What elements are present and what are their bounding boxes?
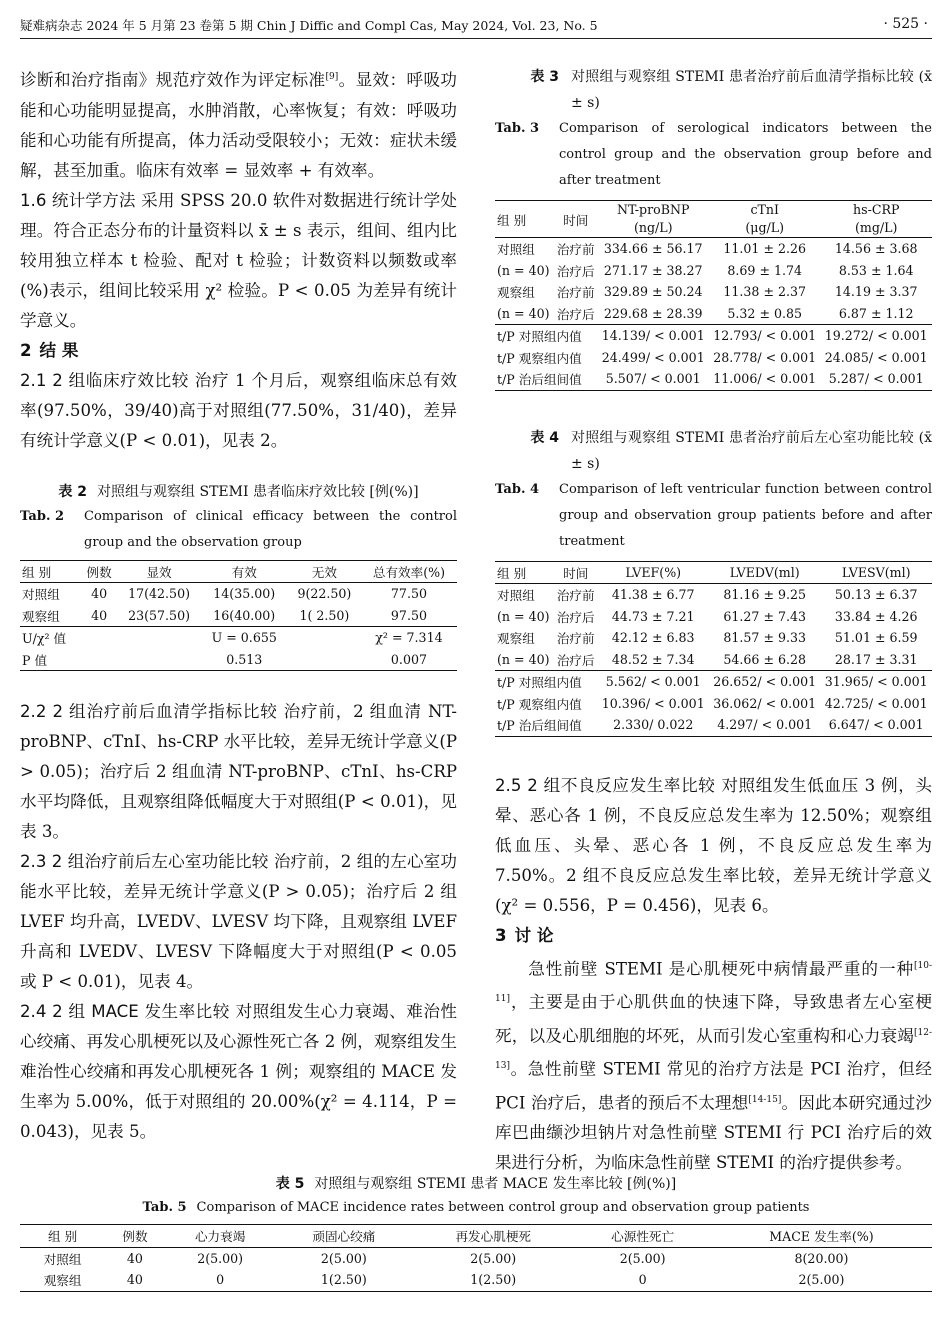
citation-ref: [10-11] xyxy=(495,960,932,1005)
table-5-caption-cn: 表 5 对照组与观察组 STEMI 患者 MACE 发生率比较 [例(%)] xyxy=(275,1176,677,1192)
table-2 xyxy=(20,480,457,672)
table-row: (n = 40) 治疗后 44.73 ± 7.21 61.27 ± 7.43 33.84 ± 4.26 xyxy=(497,608,918,625)
table-row: (n = 40) 治疗后 48.52 ± 7.34 54.66 ± 6.28 28.17 ± 3.31 xyxy=(497,651,918,668)
table-row: 观察组 治疗前 329.89 ± 50.24 11.38 ± 2.37 14.19 ± 3.37 xyxy=(497,284,918,301)
table-3-caption-en: Tab. 3 Comparison of serological indicators between the control group and the observation group before and after treatment xyxy=(495,121,932,188)
citation-ref: [12-13] xyxy=(495,1027,932,1072)
table-row: 观察组 治疗前 42.12 ± 6.83 81.57 ± 9.33 51.01 ± 6.59 xyxy=(497,630,918,647)
citation-ref: [14-15] xyxy=(748,1094,782,1105)
right-column xyxy=(495,64,932,1178)
col-header: 心力衰竭 xyxy=(165,1225,276,1248)
section-heading: 2.4 2 组 MACE 发生率比较 xyxy=(20,1002,230,1022)
running-header xyxy=(20,12,932,39)
table-4-caption-cn: 表 4 对照组与观察组 STEMI 患者治疗前后左心室功能比较 (x̄ ± s) xyxy=(530,429,932,472)
table-5 xyxy=(20,1172,932,1292)
col-header: 总有效率(%) xyxy=(361,560,457,583)
table-row: t/P 观察组内值 10.396/ < 0.001 36.062/ < 0.001 42.725/ < 0.001 xyxy=(497,695,928,712)
table-row: 对照组 40 2(5.00) 2(5.00) 2(5.00) 2(5.00) 8(20.00) xyxy=(43,1250,849,1267)
section-3-heading: 3 讨 论 xyxy=(495,925,554,945)
col-header: 组 别 xyxy=(495,201,554,238)
col-header: LVESV(ml) xyxy=(820,561,932,584)
section-2-3: 2.3 2 组治疗前后左心室功能比较 治疗前，2 组的左心室功能水平比较，差异无统计学意义(P > 0.05)；治疗后 2 组 LVEF 均升高，LVEDV、LVESV 均下降，且观察组 LVEF 升高和 LVEDV、LVESV 下降幅度大于对照组(P < 0.05 或 P < 0.01)，见表 4。 xyxy=(20,852,457,992)
col-header: 无效 xyxy=(288,560,361,583)
table-row: 对照组 治疗前 334.66 ± 56.17 11.01 ± 2.26 14.56 ± 3.68 xyxy=(497,241,918,258)
col-header: 组 别 xyxy=(495,561,554,584)
table-4 xyxy=(495,425,932,737)
col-header: 组 别 xyxy=(20,1225,105,1248)
section-heading: 2.2 2 组治疗前后血清学指标比较 xyxy=(20,702,278,722)
table-row: 对照组 40 17(42.50) 14(35.00) 9(22.50) 77.50 xyxy=(22,586,427,603)
table-3-caption-cn: 表 3 对照组与观察组 STEMI 患者治疗前后血清学指标比较 (x̄ ± s) xyxy=(530,69,932,111)
table-row: t/P 治后组间值 5.507/ < 0.001 11.006/ < 0.001 5.287/ < 0.001 xyxy=(495,368,932,390)
table-row: U/χ² 值 U = 0.655 χ² = 7.314 xyxy=(20,627,457,649)
col-header: 再发心肌梗死 xyxy=(412,1225,574,1248)
table-row: t/P 治后组间值 2.330/ 0.022 4.297/ < 0.001 6.647/ < 0.001 xyxy=(495,714,932,736)
col-header: NT-proBNP (ng/L) xyxy=(598,201,709,238)
table-2-grid xyxy=(20,560,457,672)
section-2-2: 2.2 2 组治疗前后血清学指标比较 治疗前，2 组血清 NT-proBNP、cTnI、hs-CRP 水平比较，差异无统计学意义(P > 0.05)；治疗后 2 组血清 NT-proBNP、cTnI、hs-CRP 水平均降低，且观察组降低幅度大于对照组(P < 0.01)，见表 3。 xyxy=(20,702,458,842)
table-row: t/P 观察组内值 24.499/ < 0.001 28.778/ < 0.001 24.085/ < 0.001 xyxy=(497,349,928,366)
section-heading: 2.1 2 组临床疗效比较 xyxy=(20,370,189,390)
col-header: hs-CRP (mg/L) xyxy=(820,201,932,238)
col-header: cTnI (μg/L) xyxy=(709,201,820,238)
col-header: 例数 xyxy=(81,560,118,583)
table-row: (n = 40) 治疗后 271.17 ± 38.27 8.69 ± 1.74 8.53 ± 1.64 xyxy=(497,262,914,279)
col-header: 时间 xyxy=(554,201,598,238)
section-2-heading: 2 结 果 xyxy=(20,340,79,360)
table-row: 观察组 40 0 1(2.50) 1(2.50) 0 2(5.00) xyxy=(20,1269,932,1291)
table-2-caption-cn: 表 2 对照组与观察组 STEMI 患者临床疗效比较 [例(%)] xyxy=(58,483,419,500)
section-2-1: 2.1 2 组临床疗效比较 治疗 1 个月后，观察组临床总有效率(97.50%，39/40)高于对照组(77.50%，31/40)，差异有统计学意义(P < 0.01)，见表 2。 xyxy=(20,370,458,450)
paragraph-criteria: 诊断和治疗指南》规范疗效作为评定标准[9]。显效：呼吸功能和心功能明显提高，水肿消散，心率恢复；有效：呼吸功能和心功能有所提高，体力活动受限较小；无效：症状未缓解，甚至加重。临床有效率 = 显效率 + 有效率。 xyxy=(20,70,458,180)
section-heading: 2.3 2 组治疗前后左心室功能比较 xyxy=(20,852,269,872)
page-number: · 525 · xyxy=(883,16,928,32)
table-4-caption-en: Tab. 4 Comparison of left ventricular function between control group and observation group patients before and after treatment xyxy=(495,481,932,549)
table-row: 对照组 治疗前 41.38 ± 6.77 81.16 ± 9.25 50.13 ± 6.37 xyxy=(497,587,918,604)
section-2-4: 2.4 2 组 MACE 发生率比较 对照组发生心力衰竭、难治性心绞痛、再发心肌梗死以及心源性死亡各 2 例，观察组发生难治性心绞痛和再发心肌梗死各 1 例；观察组的 MACE 发生率为 5.00%，低于对照组的 20.00%(χ² = 4.114，P = 0.043)，见表 5。 xyxy=(20,1002,457,1142)
col-header: LVEF(%) xyxy=(598,561,709,584)
col-header: 时间 xyxy=(554,561,598,584)
table-3-grid xyxy=(495,200,932,391)
table-5-grid xyxy=(20,1224,932,1292)
paragraph-discussion: 急性前壁 STEMI 是心肌梗死中病情最严重的一种[10-11]，主要是由于心肌供血的快速下降，导致患者左心室梗死，以及心肌细胞的坏死，从而引发心室重构和心力衰竭[12-13]。急性前壁 STEMI 常见的治疗方法是 PCI 治疗，但经 PCI 治疗后，患者的预后不太理想[14-15]。因此本研究通过沙库巴曲缬沙坦钠片对急性前壁 STEMI 行 PCI 治疗后的效果进行分析，为临床急性前壁 STEMI 的治疗提供参考。 xyxy=(495,959,932,1173)
left-column xyxy=(20,62,457,1147)
col-header: 例数 xyxy=(105,1225,165,1248)
table-2-caption-en: Tab. 2 Comparison of clinical efficacy between the control group and the observation group xyxy=(20,508,457,550)
col-header: 有效 xyxy=(201,560,288,583)
citation-ref: [9] xyxy=(325,72,339,82)
table-5-caption-en: Tab. 5 Comparison of MACE incidence rates between control group and observation group patients xyxy=(142,1200,810,1215)
table-4-grid xyxy=(495,561,932,737)
col-header: MACE 发生率(%) xyxy=(711,1225,932,1248)
table-row: t/P 对照组内值 14.139/ < 0.001 12.793/ < 0.001 19.272/ < 0.001 xyxy=(495,325,932,347)
section-heading: 1.6 统计学方法 xyxy=(20,190,136,210)
col-header: 顽固心绞痛 xyxy=(276,1225,413,1248)
col-header: 心源性死亡 xyxy=(574,1225,711,1248)
table-row: 观察组 40 23(57.50) 16(40.00) 1( 2.50) 97.50 xyxy=(22,607,427,624)
table-row: (n = 40) 治疗后 229.68 ± 28.39 5.32 ± 0.85 6.87 ± 1.12 xyxy=(497,305,914,322)
table-row: P 值 0.513 0.007 xyxy=(20,649,457,671)
col-header: 组 别 xyxy=(20,560,81,583)
journal-citation: 疑难病杂志 2024 年 5 月第 23 卷第 5 期 Chin J Diffic and Compl Cas, May 2024, Vol. 23, No. 5 xyxy=(20,18,598,33)
section-heading: 2.5 2 组不良反应发生率比较 xyxy=(495,775,716,795)
table-3 xyxy=(495,64,932,391)
table-row: t/P 对照组内值 5.562/ < 0.001 26.652/ < 0.001 31.965/ < 0.001 xyxy=(495,671,932,693)
section-2-5: 2.5 2 组不良反应发生率比较 对照组发生低血压 3 例，头晕、恶心各 1 例，不良反应总发生率为 12.50%；观察组低血压、头晕、恶心各 1 例，不良反应总发生率为 7.50%。2 组不良反应总发生率比较，差异无统计学意义(χ² = 0.556，P = 0.456)，见表 6。 xyxy=(495,775,932,915)
section-1-6: 1.6 统计学方法 采用 SPSS 20.0 软件对数据进行统计学处理。符合正态分布的计量资料以 x̄ ± s 表示，组间、组内比较用独立样本 t 检验、配对 t 检验；计数资料以频数或率(%)表示，组间比较采用 χ² 检验。P < 0.05 为差异有统计学意义。 xyxy=(20,190,457,330)
col-header: 显效 xyxy=(118,560,201,583)
col-header: LVEDV(ml) xyxy=(709,561,820,584)
